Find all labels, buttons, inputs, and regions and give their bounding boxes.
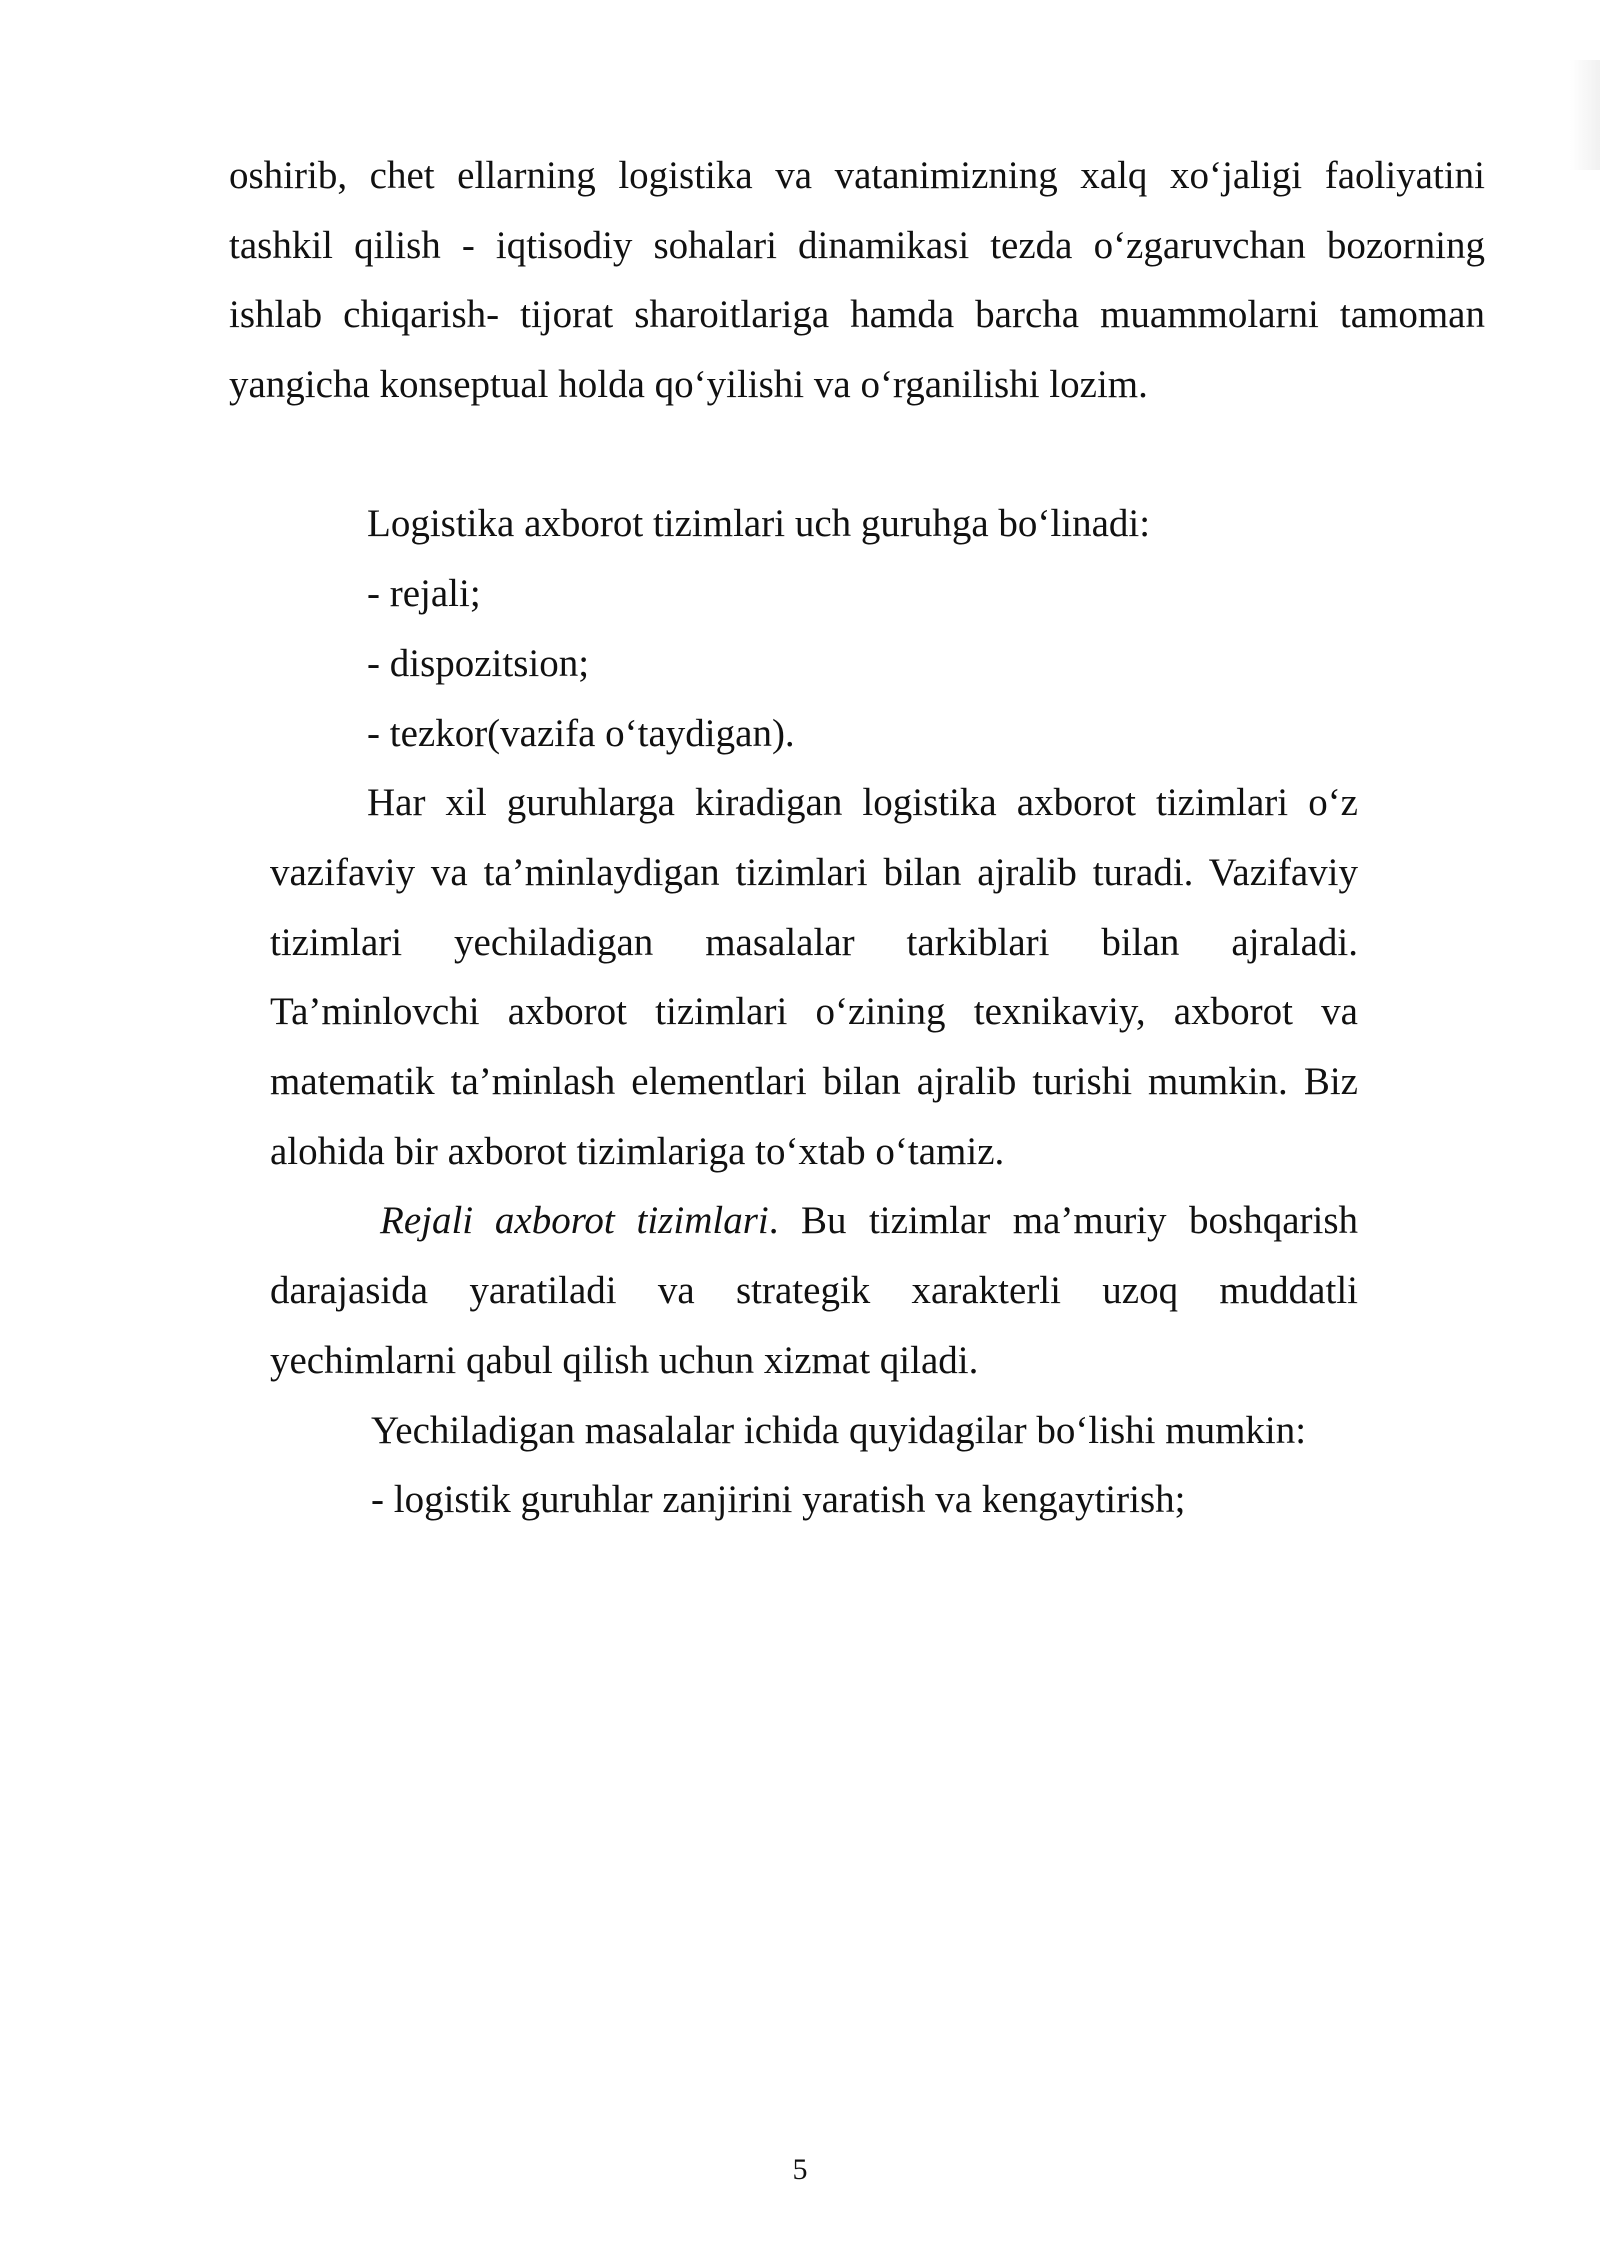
intro-line-3: ishlab chiqarish- tijorat sharoitlariga hamda barcha muammolarni tamoman — [229, 293, 1485, 336]
groups-para-line-1: Har xil guruhlarga kiradigan logistika axborot tizimlari o‘z — [367, 781, 1358, 824]
tasks-heading: Yechiladigan masalalar ichida quyidagilar bo‘lishi mumkin: — [371, 1409, 1307, 1452]
rejali-para-line-2: darajasida yaratiladi va strategik xarakterli uzoq muddatli — [270, 1269, 1358, 1312]
groups-para-line-5: matematik ta’minlash elementlari bilan ajralib turishi mumkin. Biz — [270, 1060, 1358, 1103]
groups-para-line-3: tizimlari yechiladigan masalalar tarkiblari bilan ajraladi. — [270, 921, 1358, 964]
groups-item-tezkor: - tezkor(vazifa o‘taydigan). — [367, 712, 795, 755]
intro-line-4: yangicha konseptual holda qo‘yilishi va o‘rganilishi lozim. — [229, 363, 1148, 406]
groups-para-line-2: vazifaviy va ta’minlaydigan tizimlari bilan ajralib turadi. Vazifaviy — [270, 851, 1358, 894]
groups-item-dispozitsion: - dispozitsion; — [367, 642, 590, 685]
groups-item-rejali: - rejali; — [367, 572, 481, 615]
groups-para-line-4: Ta’minlovchi axborot tizimlari o‘zining texnikaviy, axborot va — [270, 990, 1358, 1033]
page-number: 5 — [792, 2153, 808, 2186]
groups-heading: Logistika axborot tizimlari uch guruhga bo‘linadi: — [367, 502, 1151, 545]
intro-line-1: oshirib, chet ellarning logistika va vatanimizning xalq xo‘jaligi faoliyatini — [229, 154, 1485, 197]
intro-line-2: tashkil qilish - iqtisodiy sohalari dinamikasi tezda o‘zgaruvchan bozorning — [229, 224, 1485, 267]
rejali-term: Rejali axborot tizimlari — [380, 1199, 769, 1242]
groups-para-line-6: alohida bir axborot tizimlariga to‘xtab o‘tamiz. — [270, 1130, 1005, 1173]
page-edge-shadow — [1570, 60, 1600, 170]
rejali-first-line-rest: . Bu tizimlar ma’muriy boshqarish — [768, 1199, 1358, 1242]
tasks-item-1: - logistik guruhlar zanjirini yaratish va kengaytirish; — [371, 1478, 1186, 1521]
rejali-para-line-1 — [380, 1186, 1358, 1256]
rejali-para-line-3: yechimlarni qabul qilish uchun xizmat qiladi. — [270, 1339, 979, 1382]
